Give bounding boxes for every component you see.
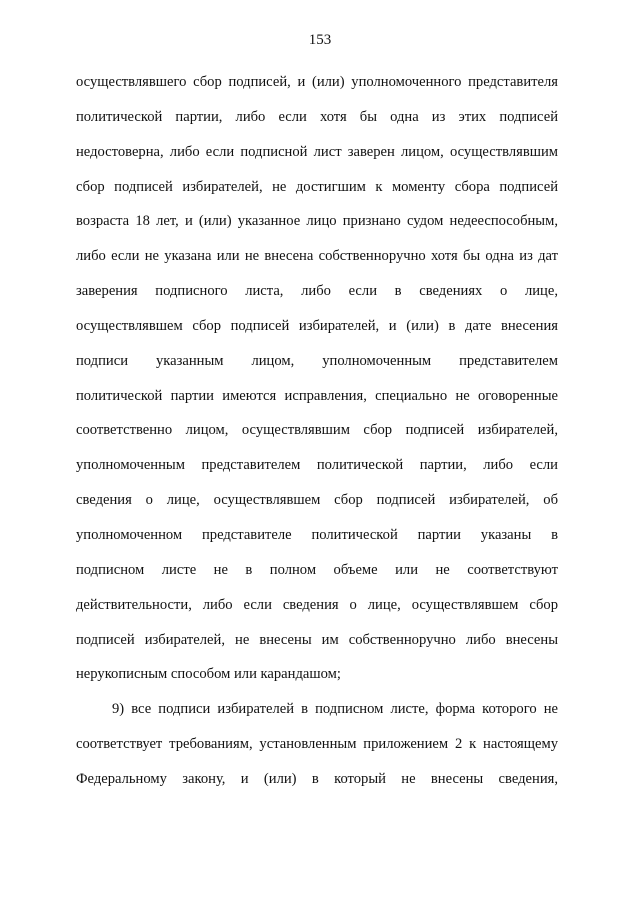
text-line: подписи указанным лицом, уполномоченным представителем bbox=[76, 352, 558, 369]
text-line: Федеральному закону, и (или) в который не внесены сведения, bbox=[76, 770, 558, 787]
text-line: сбор подписей избирателей, не достигшим к моменту сбора подписей bbox=[76, 178, 558, 195]
text-line: соответствует требованиям, установленным приложением 2 к настоящему bbox=[76, 736, 558, 753]
text-line: уполномоченным представителем политической партии, либо если bbox=[76, 457, 558, 474]
text-line: подписей избирателей, не внесены им собственноручно либо внесены bbox=[76, 631, 558, 648]
text-line: подписном листе не в полном объеме или не соответствуют bbox=[76, 561, 558, 578]
text-line: сведения о лице, осуществлявшем сбор подписей избирателей, об bbox=[76, 492, 558, 509]
page-number: 153 bbox=[308, 32, 332, 48]
text-line: осуществлявшего сбор подписей, и (или) уполномоченного представителя bbox=[76, 74, 558, 90]
paragraph-start-line: 9) все подписи избирателей в подписном листе, форма которого не bbox=[112, 701, 558, 718]
text-line: осуществлявшем сбор подписей избирателей, и (или) в дате внесения bbox=[76, 317, 558, 334]
text-line: возраста 18 лет, и (или) указанное лицо признано судом недееспособным, bbox=[76, 213, 558, 230]
text-line: уполномоченном представителе политической партии указаны в bbox=[76, 526, 558, 543]
text-line: политической партии имеются исправления, специально не оговоренные bbox=[76, 387, 558, 404]
paragraph-end-line: нерукописным способом или карандашом; bbox=[76, 666, 341, 683]
text-line: заверения подписного листа, либо если в сведениях о лице, bbox=[76, 283, 558, 300]
text-line: действительности, либо если сведения о лице, осуществлявшем сбор bbox=[76, 596, 558, 613]
text-line: либо если не указана или не внесена собственноручно хотя бы одна из дат bbox=[76, 248, 558, 265]
text-line: политической партии, либо если хотя бы одна из этих подписей bbox=[76, 108, 558, 125]
text-line: соответственно лицом, осуществлявшим сбор подписей избирателей, bbox=[76, 422, 558, 439]
text-line: недостоверна, либо если подписной лист заверен лицом, осуществлявшим bbox=[76, 143, 558, 160]
body-text bbox=[76, 65, 558, 797]
